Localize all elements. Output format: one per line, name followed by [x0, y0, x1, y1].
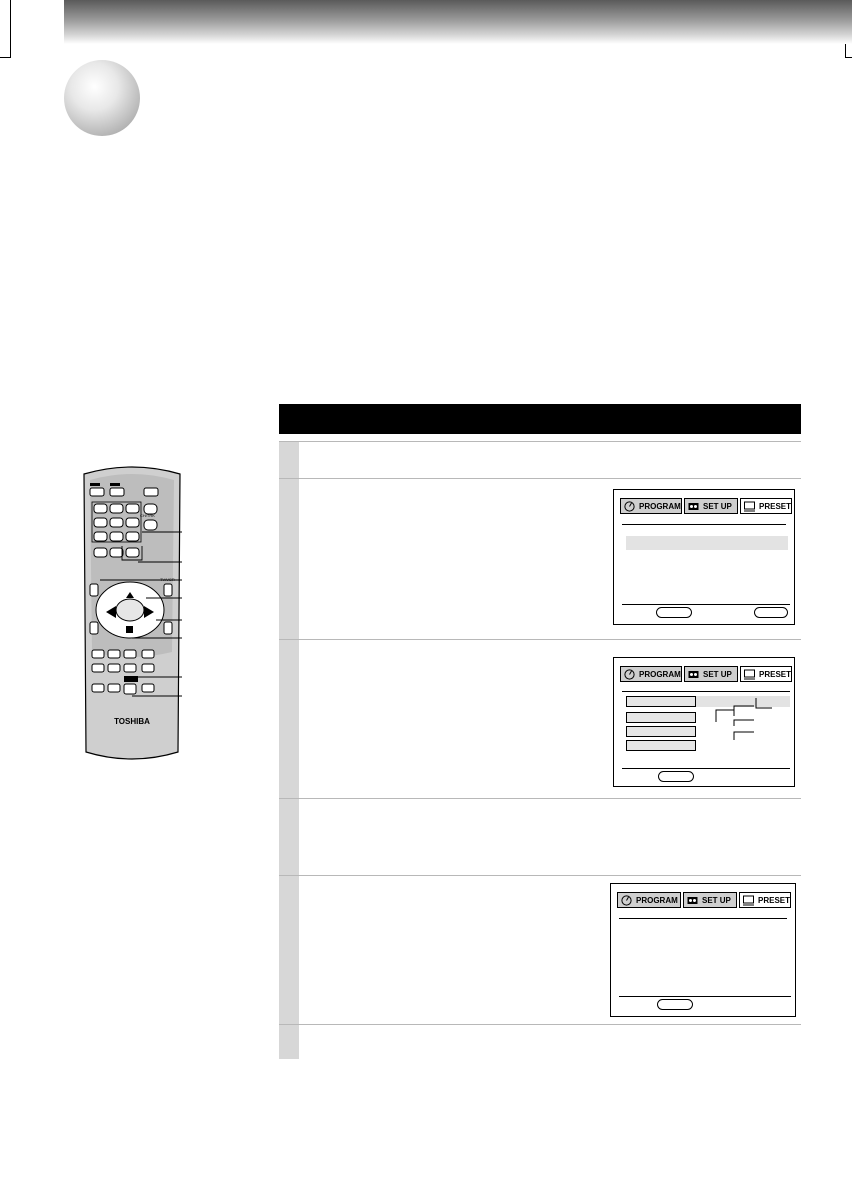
step-4 [279, 798, 801, 875]
step-number-bar [279, 442, 299, 478]
step-1 [279, 441, 801, 478]
tab-preset: PRESET [740, 498, 792, 514]
footer-button [658, 771, 694, 782]
onscreen-menu-3 [610, 883, 796, 1017]
step-number-bar [279, 876, 299, 1024]
tape-icon [688, 501, 699, 512]
step-number-bar [279, 799, 299, 875]
divider [622, 768, 790, 769]
svg-text:TOSHIBA: TOSHIBA [114, 717, 150, 726]
step-6 [279, 1024, 801, 1059]
divider [619, 996, 791, 997]
crop-mark-left [0, 0, 11, 58]
bracket-lines [714, 696, 794, 746]
onscreen-menu-2 [613, 657, 795, 787]
divider [622, 691, 790, 692]
tape-icon [688, 669, 699, 680]
step-number-bar [279, 479, 299, 639]
tv-icon [744, 501, 755, 512]
clock-field-1 [626, 696, 696, 707]
crop-mark-left-h [0, 57, 10, 58]
clock-field-2 [626, 712, 696, 723]
step-number-bar [279, 640, 299, 798]
tab-setup: SET UP [684, 498, 738, 514]
tab-preset: PRESET [740, 666, 792, 682]
footer-button-left [656, 607, 692, 618]
crop-mark-right-h [846, 57, 852, 58]
tab-program: PROGRAM [617, 892, 681, 908]
divider [622, 524, 786, 525]
tape-icon [687, 895, 698, 906]
clock-field-4 [626, 740, 696, 751]
tab-program: PROGRAM [620, 498, 682, 514]
onscreen-menu-1 [613, 489, 795, 625]
remote-control [76, 462, 188, 772]
procedure-header [279, 404, 801, 434]
section-bullet-sphere [64, 60, 140, 136]
clock-icon [624, 501, 635, 512]
clock-icon [624, 669, 635, 680]
page-header-bar [64, 0, 852, 44]
tab-preset: PRESET [739, 892, 791, 908]
tab-setup: SET UP [684, 666, 738, 682]
step-number-bar [279, 1025, 299, 1059]
selected-row [626, 536, 788, 550]
footer-button [657, 999, 693, 1010]
tv-icon [744, 669, 755, 680]
tab-setup: SET UP [683, 892, 737, 908]
tab-program: PROGRAM [620, 666, 682, 682]
svg-text:TV/VCR: TV/VCR [160, 577, 175, 582]
clock-icon [621, 895, 632, 906]
footer-button-right [754, 607, 788, 618]
svg-text:CH/TRK: CH/TRK [140, 513, 155, 518]
divider [622, 604, 790, 605]
tv-icon [743, 895, 754, 906]
clock-field-3 [626, 726, 696, 737]
divider [619, 918, 787, 919]
